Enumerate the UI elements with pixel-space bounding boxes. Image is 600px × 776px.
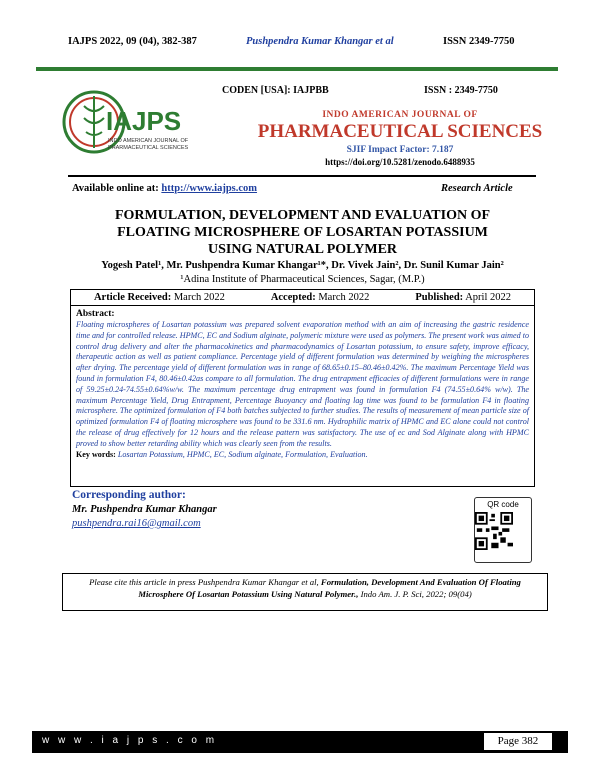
caduceus-icon: [84, 96, 104, 148]
citation-title: Formulation, Development And Evaluation Of Floating Microsphere Of Losartan Potassium Using Natural Polymer.,: [138, 577, 521, 599]
header-divider: [36, 67, 558, 71]
author-list: Yogesh Patel¹, Mr. Pushpendra Kumar Khangar¹*, Dr. Vivek Jain², Dr. Sunil Kumar Jain²: [101, 260, 504, 271]
running-header-author: Pushpendra Kumar Khangar et al: [246, 36, 394, 47]
published-date: Published: April 2022: [415, 292, 512, 303]
corresponding-email[interactable]: pushpendra.rai16@gmail.com: [72, 518, 201, 529]
article-type: Research Article: [441, 183, 513, 194]
availability-prefix: Available online at:: [72, 183, 162, 194]
footer-website[interactable]: w w w . i a j p s . c o m: [42, 735, 218, 746]
affiliation: ¹Adina Institute of Pharmaceutical Sciences, Sagar, (M.P.): [180, 274, 425, 285]
article-title: [72, 207, 533, 258]
journal-subtitle: INDO AMERICAN JOURNAL OF: [322, 110, 478, 120]
title-line-2: FLOATING MICROSPHERE OF LOSARTAN POTASSIUM: [117, 225, 488, 240]
keywords: [76, 450, 529, 461]
issn: ISSN : 2349-7750: [424, 85, 498, 96]
logo-tagline-1: INDO AMERICAN JOURNAL OF: [108, 138, 189, 144]
article-dates: [70, 289, 535, 306]
abstract-heading: Abstract:: [76, 309, 115, 319]
abstract-box: [70, 305, 535, 487]
section-divider: [68, 175, 536, 177]
corresponding-name: Mr. Pushpendra Kumar Khangar: [72, 504, 217, 515]
citation-prefix: Please cite this article in press Pushpendra Kumar Khangar et al,: [89, 577, 321, 587]
corresponding-heading: Corresponding author:: [72, 489, 186, 501]
qr-code-icon: [475, 512, 513, 550]
accepted-date: Accepted: March 2022: [270, 292, 370, 303]
keywords-label: Key words:: [76, 449, 116, 459]
journal-logo: [62, 86, 202, 164]
availability-line: [72, 183, 257, 194]
doi[interactable]: https://doi.org/10.5281/zenodo.6488935: [325, 157, 475, 167]
journal-name: PHARMACEUTICAL SCIENCES: [257, 121, 543, 142]
impact-factor: SJIF Impact Factor: 7.187: [346, 145, 454, 155]
received-date: Article Received: March 2022: [93, 292, 225, 303]
coden: CODEN [USA]: IAJPBB: [222, 85, 329, 96]
qr-code-box[interactable]: [474, 497, 532, 563]
abstract-text: Floating microspheres of Losartan potassium was prepared solvent evaporation method with an aim of increasing the gastric residence time and for controlled release. HPMC, EC and Sodium alginate, polymeric mixture were used as polymers. The present work was aimed to control drug delivery and alter the pharmacokinetics and pharmacodynamics of Losartan potassium, to ensure safety, improve efficacy, therapeutic action as well as patient compliance. Percentage yield of different formulation was determined by weighing the microspheres after drying. The percentage yield of different formulation was in range of 68.65±0.15–80.46±0.42%. The maximum Percentage Yield was found in formulation F4, 80.46±0.42as compare to all formulation. The drug entrapment efficacies of different formulations were in range of 59.25±0.24-74.55±0.64%w/w. The maximum percentage drug entrapment was found in formulation F4 (74.55±0.64% w/w). The maximum Percentage Yield, Drug Entrapment, Percentage Buoyancy and floating lag time was found to be formulation F4 in floating microsphere. The optimized formulation of F4 both batches subjected to further studies. The results of measurement of mean particle size of optimized formulation F4 of floating microsphere was found to be 331.6 nm. Hydrophilic matrix of HPMC and EC alone could not control the release of drug effectively for 12 hours and the release pattern was satisfactory. The use of ec and Sod Alginate along with HPMC proved to show better retarding ability which was clearly seen from the results.: [76, 320, 529, 448]
logo-text: IAJPS: [106, 106, 182, 136]
keywords-values: Losartan Potassium, HPMC, EC, Sodium alginate, Formulation, Evaluation.: [115, 449, 368, 459]
running-header-issn: ISSN 2349-7750: [443, 36, 515, 47]
title-line-1: FORMULATION, DEVELOPMENT AND EVALUATION OF: [114, 208, 491, 223]
citation-box: [62, 573, 548, 611]
journal-website-link[interactable]: http://www.iajps.com: [161, 183, 258, 194]
qr-label: QR code: [487, 500, 519, 509]
page-number: Page 382: [484, 733, 552, 750]
running-header-citation: IAJPS 2022, 09 (04), 382-387: [68, 36, 197, 47]
logo-tagline-2: PHARMACEUTICAL SCIENCES: [108, 145, 189, 151]
citation-suffix: Indo Am. J. P. Sci, 2022; 09(04): [358, 589, 472, 599]
title-line-3: USING NATURAL POLYMER: [207, 242, 398, 257]
